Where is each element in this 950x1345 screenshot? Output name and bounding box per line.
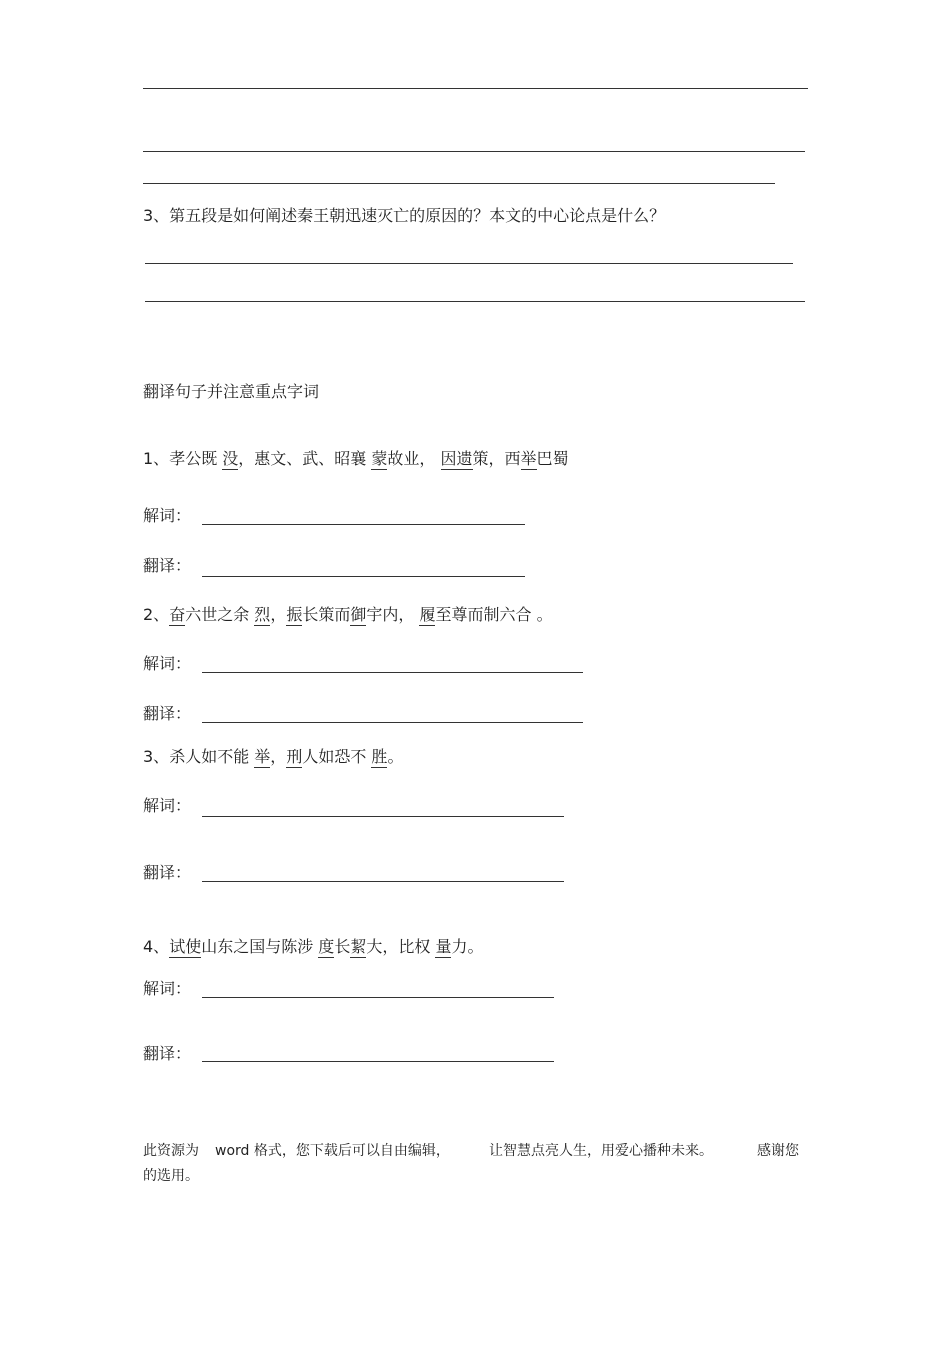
fanyi-label: 翻译： xyxy=(143,1044,192,1063)
jieci-label: 解词： xyxy=(143,796,192,815)
fanyi-answer-line[interactable] xyxy=(202,1061,554,1062)
jieci-answer-line[interactable] xyxy=(202,524,525,525)
footer-note-d: 感谢您 xyxy=(757,1143,799,1159)
item-2-sentence: 2、奋六世之余 烈，振长策而御宇内， 履至尊而制六合 。 xyxy=(143,605,553,624)
footer-note-e: 的选用。 xyxy=(143,1168,199,1184)
answer-line xyxy=(143,151,805,152)
item-4-sentence: 4、试使山东之国与陈涉 度长絜大，比权 量力。 xyxy=(143,937,484,956)
item-3-sentence: 3、杀人如不能 举，刑人如恐不 胜。 xyxy=(143,747,404,766)
footer-note-b: word 格式，您下载后可以自由编辑， xyxy=(215,1143,450,1159)
fanyi-answer-line[interactable] xyxy=(202,881,564,882)
question-3: 3、第五段是如何阐述秦王朝迅速灭亡的原因的？本文的中心论点是什么？ xyxy=(143,206,666,225)
fanyi-label: 翻译： xyxy=(143,704,192,723)
jieci-answer-line[interactable] xyxy=(202,816,564,817)
item-1-sentence: 1、孝公既 没，惠文、武、昭襄 蒙故业， 因遗策，西举巴蜀 xyxy=(143,449,569,468)
footer-note-c: 让智慧点亮人生，用爱心播种未来。 xyxy=(489,1143,713,1159)
fanyi-answer-line[interactable] xyxy=(202,576,525,577)
fanyi-label: 翻译： xyxy=(143,556,192,575)
answer-line xyxy=(145,301,805,302)
fanyi-label: 翻译： xyxy=(143,863,192,882)
fanyi-answer-line[interactable] xyxy=(202,722,583,723)
jieci-label: 解词： xyxy=(143,979,192,998)
jieci-answer-line[interactable] xyxy=(202,672,583,673)
jieci-label: 解词： xyxy=(143,654,192,673)
jieci-label: 解词： xyxy=(143,506,192,525)
answer-line xyxy=(143,183,775,184)
footer-note-a: 此资源为 xyxy=(143,1143,199,1159)
section-title: 翻译句子并注意重点字词 xyxy=(143,382,320,401)
answer-line xyxy=(143,88,808,89)
jieci-answer-line[interactable] xyxy=(202,997,554,998)
answer-line xyxy=(145,263,793,264)
